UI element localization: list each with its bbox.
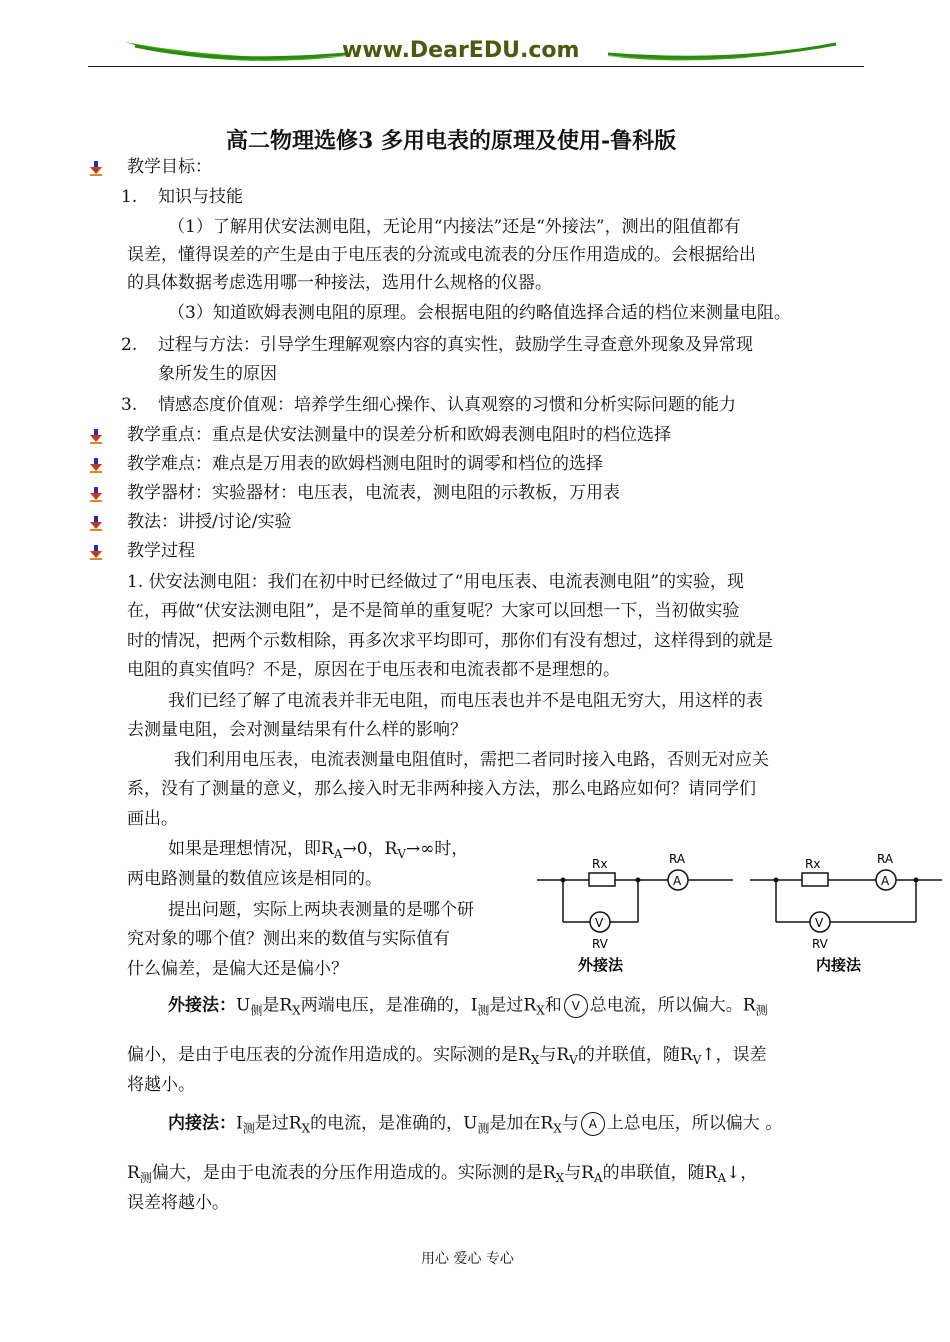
ext2-b: 与R bbox=[539, 1045, 570, 1065]
ext2-d: ↑，误差 bbox=[701, 1045, 767, 1065]
goal-1-para1-line3: 的具体数据考虑选用哪一种接法，选用什么规格的仪器。 bbox=[127, 273, 552, 293]
teaching-difficulty: 教学难点：难点是万用表的欧姆档测电阻时的调零和档位的选择 bbox=[127, 454, 603, 474]
goal-1-title: 知识与技能 bbox=[158, 187, 243, 207]
p4-line1 bbox=[168, 838, 468, 865]
goal-3: 情感态度价值观：培养学生细心操作、认真观察的习惯和分析实际问题的能力 bbox=[158, 395, 736, 415]
ext-b: 是R bbox=[262, 995, 293, 1016]
header-banner bbox=[120, 30, 840, 70]
p3-line2: 系，没有了测量的意义，那么接入时无非两种接入方法，那么电路应如何？请同学们 bbox=[127, 779, 756, 799]
bullet-arrow-icon bbox=[88, 428, 104, 444]
goal-1-para1-line2: 误差，懂得误差的产生是由于电压表的分流或电流表的分压作用造成的。会根据给出 bbox=[127, 245, 756, 265]
voltmeter-icon: V bbox=[564, 994, 588, 1018]
ammeter-symbol: A bbox=[881, 874, 890, 888]
goal-2-line2: 象所发生的原因 bbox=[158, 364, 277, 384]
ext-f: 总电流，所以偏大。R bbox=[589, 995, 756, 1016]
teaching-focus: 教学重点：重点是伏安法测量中的误差分析和欧姆表测电阻时的档位选择 bbox=[127, 425, 671, 445]
ra-label: RA bbox=[877, 852, 894, 866]
int-c: 的电流，是准确的，U bbox=[310, 1113, 478, 1134]
ext-a: U bbox=[236, 995, 251, 1016]
p3-line1: 我们利用电压表，电流表测量电阻值时，需把二者同时接入电路，否则无对应关 bbox=[174, 750, 769, 770]
external-line3: 将越小。 bbox=[127, 1075, 195, 1095]
int-b: 是过R bbox=[254, 1113, 302, 1134]
bullet-arrow-icon bbox=[88, 544, 104, 560]
site-name[interactable]: www.DearEDU.com bbox=[342, 38, 580, 63]
teaching-equipment: 教学器材：实验器材：电压表，电流表，测电阻的示教板，万用表 bbox=[127, 483, 620, 503]
bullet-arrow-icon bbox=[88, 515, 104, 531]
int2-s3: A bbox=[594, 1171, 603, 1185]
ext2-s3: V bbox=[692, 1053, 702, 1067]
bullet-arrow-icon bbox=[88, 160, 104, 176]
ext-s4: X bbox=[536, 1003, 545, 1018]
int-a: I bbox=[236, 1113, 243, 1134]
int-s4: X bbox=[553, 1121, 562, 1136]
p1-line2: 在，再做“伏安法测电阻”，是不是简单的重复呢？大家可以回想一下，当初做实验 bbox=[127, 601, 740, 621]
ext2-a: 偏小，是由于电压表的分流作用造成的。实际测的是R bbox=[127, 1045, 531, 1065]
ra-label: RA bbox=[669, 852, 686, 866]
p5-line2: 究对象的哪个值？测出来的数值与实际值有 bbox=[127, 929, 450, 949]
teaching-method: 教法：讲授/讨论/实验 bbox=[127, 512, 292, 532]
internal-line2 bbox=[127, 1162, 757, 1189]
int2-e: ↓， bbox=[726, 1163, 758, 1183]
ammeter-symbol: A bbox=[673, 874, 682, 888]
p2-line1: 我们已经了解了电流表并非无电阻，而电压表也并不是电阻无穷大，用这样的表 bbox=[168, 691, 763, 711]
external-line2 bbox=[127, 1044, 767, 1071]
footer-text: 用心 爱心 专心 bbox=[421, 1251, 514, 1267]
p5-line1: 提出问题，实际上两块表测量的是哪个研 bbox=[168, 900, 474, 920]
internal-line3: 误差将越小。 bbox=[127, 1193, 229, 1213]
int-f: 上总电压，所以偏大 。 bbox=[606, 1113, 783, 1134]
internal-label: 内接法： bbox=[168, 1113, 236, 1134]
int2-s1: 测 bbox=[139, 1171, 152, 1185]
goal-1-number: 1. bbox=[121, 187, 138, 207]
external-line1 bbox=[168, 994, 768, 1022]
goal-2-line1: 过程与方法：引导学生理解观察内容的真实性，鼓励学生寻查意外现象及异常现 bbox=[158, 335, 753, 355]
goal-3-number: 3. bbox=[121, 395, 138, 415]
int2-a: R bbox=[127, 1163, 140, 1183]
p2-line2: 去测量电阻，会对测量结果有什么样的影响？ bbox=[127, 720, 467, 740]
banner-swoosh-right-icon bbox=[604, 34, 844, 68]
goal-1-para1-line1: （1）了解用伏安法测电阻，无论用“内接法”还是“外接法”，测出的阻值都有 bbox=[168, 217, 741, 237]
int2-d: 的串联值，随R bbox=[602, 1163, 718, 1183]
teaching-process: 教学过程 bbox=[127, 541, 195, 561]
voltmeter-symbol: V bbox=[815, 916, 824, 930]
p1-line3: 时的情况，把两个示数相除，再多次求平均即可，那你们有没有想过，这样得到的就是 bbox=[127, 631, 773, 651]
int-s2: X bbox=[301, 1121, 311, 1136]
diagram-caption: 内接法 bbox=[816, 956, 862, 974]
p4-text-c: →∞时， bbox=[406, 839, 469, 859]
goal-label: 教学目标： bbox=[127, 157, 212, 177]
ext-s2: X bbox=[292, 1003, 301, 1018]
bullet-arrow-icon bbox=[88, 486, 104, 502]
external-connection-diagram bbox=[535, 848, 735, 978]
rv-label: RV bbox=[812, 937, 828, 951]
ext2-s1: X bbox=[530, 1053, 540, 1067]
p4-line2: 两电路测量的数值应该是相同的。 bbox=[127, 869, 382, 889]
p4-sub-a: A bbox=[333, 847, 343, 861]
p5-line3: 什么偏差，是偏大还是偏小？ bbox=[127, 959, 348, 979]
ext-s1: 侧 bbox=[250, 1003, 263, 1018]
ext-d: 是过R bbox=[489, 995, 537, 1016]
p1-line4: 电阻的真实值吗？不是，原因在于电压表和电流表都不是理想的。 bbox=[127, 660, 620, 680]
p3-line3: 画出。 bbox=[127, 809, 178, 829]
ext2-s2: V bbox=[569, 1053, 578, 1067]
rx-label: Rx bbox=[592, 857, 608, 871]
int2-s2: X bbox=[555, 1171, 565, 1185]
diagram-caption: 外接法 bbox=[578, 956, 624, 974]
ext-s3: 测 bbox=[477, 1003, 490, 1018]
goal-1-para2: （3）知道欧姆表测电阻的原理。会根据电阻的约略值选择合适的档位来测量电阻。 bbox=[168, 303, 791, 323]
ext-s5: 测 bbox=[755, 1003, 768, 1018]
ammeter-icon: A bbox=[581, 1112, 605, 1136]
int2-c: 与R bbox=[564, 1163, 594, 1183]
page-title: 高二物理选修3 多用电表的原理及使用-鲁科版 bbox=[226, 128, 677, 154]
int-e: 与 bbox=[561, 1113, 579, 1134]
internal-connection-diagram bbox=[748, 848, 944, 978]
int2-b: 偏大，是由于电流表的分压作用造成的。实际测的是R bbox=[151, 1163, 556, 1183]
rx-label: Rx bbox=[805, 857, 821, 871]
ext2-c: 的并联值，随R bbox=[577, 1045, 693, 1065]
banner-swoosh-left-icon bbox=[120, 34, 350, 68]
internal-line1 bbox=[168, 1112, 782, 1140]
external-label: 外接法： bbox=[168, 995, 236, 1016]
int-d: 是加在R bbox=[489, 1113, 554, 1134]
p1-line1: 1. 伏安法测电阻：我们在初中时已经做过了“用电压表、电流表测电阻”的实验，现 bbox=[127, 572, 745, 592]
goal-2-number: 2. bbox=[121, 335, 138, 355]
ext-e: 和 bbox=[544, 995, 562, 1016]
int-s3: 测 bbox=[477, 1121, 490, 1136]
int-s1: 测 bbox=[242, 1121, 255, 1136]
p4-text-a: 如果是理想情况，即R bbox=[168, 839, 334, 859]
int2-s4: A bbox=[717, 1171, 727, 1185]
rv-label: RV bbox=[592, 937, 608, 951]
bullet-arrow-icon bbox=[88, 457, 104, 473]
voltmeter-symbol: V bbox=[595, 916, 604, 930]
ext-c: 两端电压，是准确的，I bbox=[300, 995, 478, 1016]
p4-sub-v: V bbox=[397, 847, 407, 861]
header-rule bbox=[88, 66, 864, 67]
p4-text-b: →0，R bbox=[342, 839, 398, 859]
